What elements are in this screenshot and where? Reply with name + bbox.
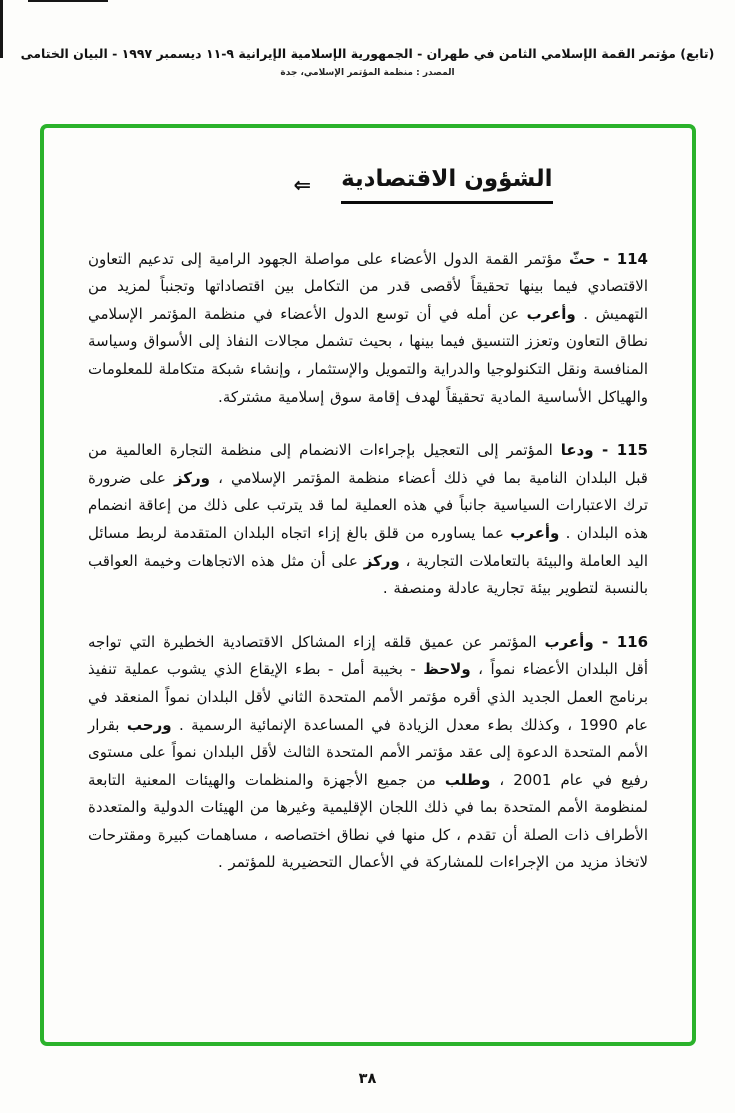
paragraph-number: 114 - [595, 249, 648, 268]
body-text: على أن مثل هذه الاتجاهات وخيمة العواقب بالنسبة لتطوير بيئة تجارية عادلة ومنصفة . [88, 551, 648, 598]
body-text: المؤتمر عن عميق قلقه إزاء المشاكل الاقتصادية الخطيرة التي تواجه أقل البلدان الأعضاء نمواً ، [88, 632, 648, 679]
emphasized-text: وركز [173, 468, 210, 487]
header-title: (تابع) مؤتمر القمة الإسلامي الثامن في طهران - الجمهورية الإسلامية الإيرانية ٩-١١ ديسمبر ١٩٩٧ - البيان الختامى [20, 46, 715, 61]
body-text: مؤتمر القمة الدول الأعضاء على مواصلة الجهود الرامية إلى تدعيم التعاون الاقتصادي فيما بينها تحقيقاً لأقصى قدر من التكامل بين اقتصاداتها وتجنباً لمزيد من التهميش . [88, 249, 648, 323]
emphasized-text: وأعرب [544, 632, 594, 651]
emphasized-text: حثّ [568, 249, 596, 268]
body-text: بقرار الأمم المتحدة الدعوة إلى عقد مؤتمر الأمم المتحدة الثالث لأقل البلدان نمواً على مستوى رفيع في عام 2001 ، [88, 715, 648, 789]
section-title: الشؤون الاقتصادية [341, 166, 552, 204]
emphasized-text: وطلب [444, 770, 491, 789]
body-text: عما يساوره من قلق بالغ إزاء اتجاه البلدان المتقدمة لربط مسائل اليد العاملة والبيئة بالتعاملات التجارية ، [88, 523, 648, 570]
left-arrow-icon: ⇐ [293, 173, 312, 198]
section-title-row [143, 166, 703, 204]
emphasized-text: ولاحظ [423, 660, 471, 679]
content-border-box [40, 124, 696, 1046]
scan-artifact-vertical [0, 0, 3, 58]
body-text: على ضرورة ترك الاعتبارات السياسية جانباً في هذه العملية لما قد يترتب على ذلك من إعاقة انضمام هذه البلدان . [88, 468, 648, 542]
body-text: - بخيبة أمل - بطء الإيقاع الذي يشوب عملية تنفيذ برنامج العمل الجديد الذي أقره مؤتمر الأمم المتحدة الثاني لأقل البلدان نمواً المنعقد في عام 1990 ، وكذلك بطء معدل الزيادة في المساعدة الإنمائية الرسمية . [88, 660, 649, 734]
body-text: عن أمله في أن توسع الدول الأعضاء في منظمة المؤتمر الإسلامي نطاق التعاون وتعزز التنسيق فيما بينها ، بحيث تشمل مجالات النفاذ إلى الأسواق وسياسة المنافسة ونقل التكنولوجيا والدراية والتمويل والإستثمار ، وإنشاء شبكة متكاملة للمعلومات والهياكل الأساسية المادية تحقيقاً لهدف إقامة سوق إسلامية مشتركة. [88, 304, 648, 406]
page-number: ٣٨ [358, 1071, 377, 1087]
body-text: من جميع الأجهزة والمنظمات والهيئات المعنية التابعة لمنظومة الأمم المتحدة بما في ذلك اللجان الإقليمية وغيرها من الهيئات الدولية والمتعددة الأطراف ذات الصلة أن تقدم ، كل منها في نطاق اختصاصه ، مساهمات كبيرة ومقترحات لاتخاذ مزيد من الإجراءات للمشاركة في الأعمال التحضيرية للمؤتمر . [88, 770, 648, 872]
paragraphs-container [88, 246, 648, 877]
paragraph-114 [88, 246, 648, 412]
emphasized-text: ورحب [126, 715, 172, 734]
paragraph-116 [88, 629, 648, 877]
emphasized-text: وأعرب [526, 304, 576, 323]
emphasized-text: وركز [363, 551, 400, 570]
scan-artifact-horizontal [28, 0, 108, 2]
paragraph-number: 115 - [593, 441, 648, 460]
emphasized-text: ودعا [560, 441, 594, 460]
document-header [0, 0, 735, 78]
paragraph-number: 116 - [593, 632, 649, 651]
paragraph-115 [88, 437, 648, 603]
header-source: المصدر : منظمة المؤتمر الإسلامي، جدة [280, 68, 455, 78]
body-text: المؤتمر إلى التعجيل بإجراءات الانضمام إلى منظمة التجارة العالمية من قبل البلدان النامية بما في ذلك أعضاء منظمة المؤتمر الإسلامي ، [88, 441, 648, 487]
emphasized-text: وأعرب [510, 523, 560, 542]
